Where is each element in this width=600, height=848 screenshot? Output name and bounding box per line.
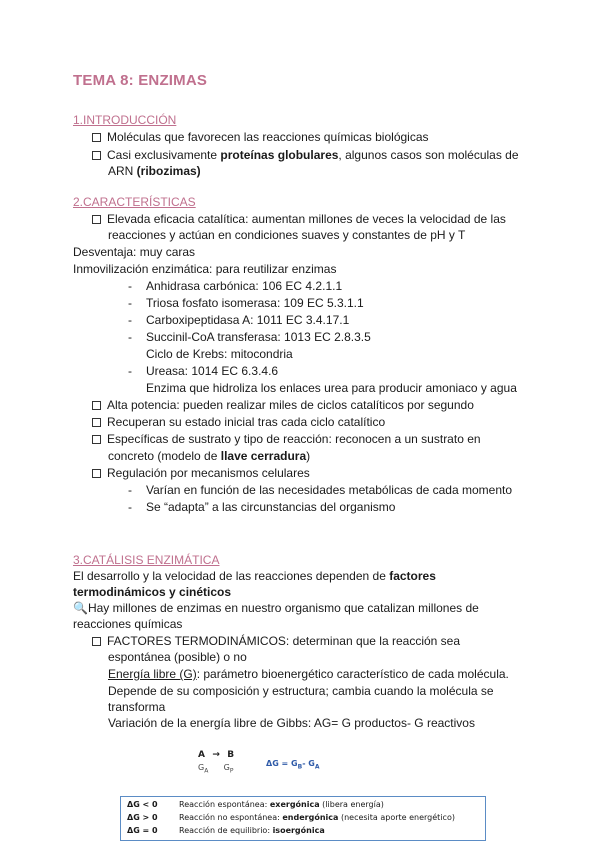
sub-item: - Se “adapta” a las circunstancias del organismo [128,500,396,514]
desventaja-text: Desventaja: muy caras [73,245,196,259]
magnifier-icon: 🔍 [73,601,88,615]
enzyme-item: - Carboxipeptidasa A: 1011 EC 3.4.17.1 [128,313,350,327]
enzyme-item: - Triosa fosfato isomerasa: 109 EC 5.3.1.1 [128,296,364,310]
list-item: FACTORES TERMODINÁMICOS: determinan que la reacción sea [92,634,460,648]
gibbs-line: Variación de la energía libre de Gibbs: AG= G productos- G reactivos [108,716,475,730]
checkbox-icon [92,435,101,444]
delta-g-table [120,796,486,841]
delta-g-formula: $\Delta G = G_B-$ $G_A$ [266,759,320,771]
reaction-equation: A → B [198,750,235,760]
checkbox-icon [92,215,101,224]
section-heading-caracteristicas: 2.CARACTERÍSTICAS [73,195,196,209]
paragraph-continuation: reacciones químicas [73,617,183,631]
list-item: Específicas de sustrato y tipo de reacción: reconocen a un sustrato en [92,432,481,446]
inmovilizacion-text: Inmovilización enzimática: para reutilizar enzimas [73,262,337,276]
list-item-continuation: concreto (modelo de llave cerradura) [108,449,311,463]
section-heading-catalisis: 3.CATÁLISIS ENZIMÁTICA [73,553,220,567]
checkbox-icon [92,401,101,410]
enzyme-note: Ciclo de Krebs: mitocondria [146,347,293,361]
table-row: ΔG = 0 Reacción de equilibrio: isoergónica [127,826,325,835]
list-item: Casi exclusivamente proteínas globulares, algunos casos son moléculas de [92,148,519,162]
enzyme-item: - Ureasa: 1014 EC 6.3.4.6 [128,364,279,378]
checkbox-icon [92,151,101,160]
list-item: Elevada eficacia catalítica: aumentan millones de veces la velocidad de las [92,212,506,226]
list-item: Recuperan su estado inicial tras cada ciclo catalítico [92,415,385,429]
list-item: Moléculas que favorecen las reacciones químicas biológicas [92,130,429,144]
checkbox-icon [92,469,101,478]
free-energy-labels: $G_A$ $G_P$ [198,763,234,775]
section-heading-introduccion: 1.INTRODUCCIÓN [73,113,177,127]
paragraph-continuation: transforma [108,700,166,714]
checkbox-icon [92,133,101,142]
arrow-icon: → [212,750,220,760]
checkbox-icon [92,637,101,646]
sub-item: - Varían en función de las necesidades metabólicas de cada momento [128,483,513,497]
list-item-continuation: ARN (ribozimas) [108,164,201,178]
list-item: Regulación por mecanismos celulares [92,466,310,480]
energia-libre-line: Energía libre (G): parámetro bioenergético característico de cada molécula. [108,667,509,681]
enzyme-item: - Anhidrasa carbónica: 106 EC 4.2.1.1 [128,279,343,293]
table-row: ΔG > 0 Reacción no espontánea: endergónica (necesita aporte energético) [127,813,455,822]
paragraph-continuation: termodinámicos y cinéticos [73,585,232,599]
page-title: TEMA 8: ENZIMAS [73,72,208,89]
paragraph: El desarrollo y la velocidad de las reacciones dependen de factores [73,569,436,583]
paragraph: 🔍Hay millones de enzimas en nuestro organismo que catalizan millones de [73,601,479,615]
checkbox-icon [92,418,101,427]
list-item-continuation: espontánea (posible) o no [108,650,247,664]
list-item: Alta potencia: pueden realizar miles de ciclos catalíticos por segundo [92,398,474,412]
list-item-continuation: reacciones y actúan en condiciones suaves y constantes de pH y T [108,228,466,242]
enzyme-note: Enzima que hidroliza los enlaces urea para producir amoniaco y agua [146,381,517,395]
paragraph: Depende de su composición y estructura; cambia cuando la molécula se [108,684,494,698]
table-row: ΔG < 0 Reacción espontánea: exergónica (libera energía) [127,800,384,809]
enzyme-item: - Succinil-CoA transferasa: 1013 EC 2.8.3.5 [128,330,371,344]
